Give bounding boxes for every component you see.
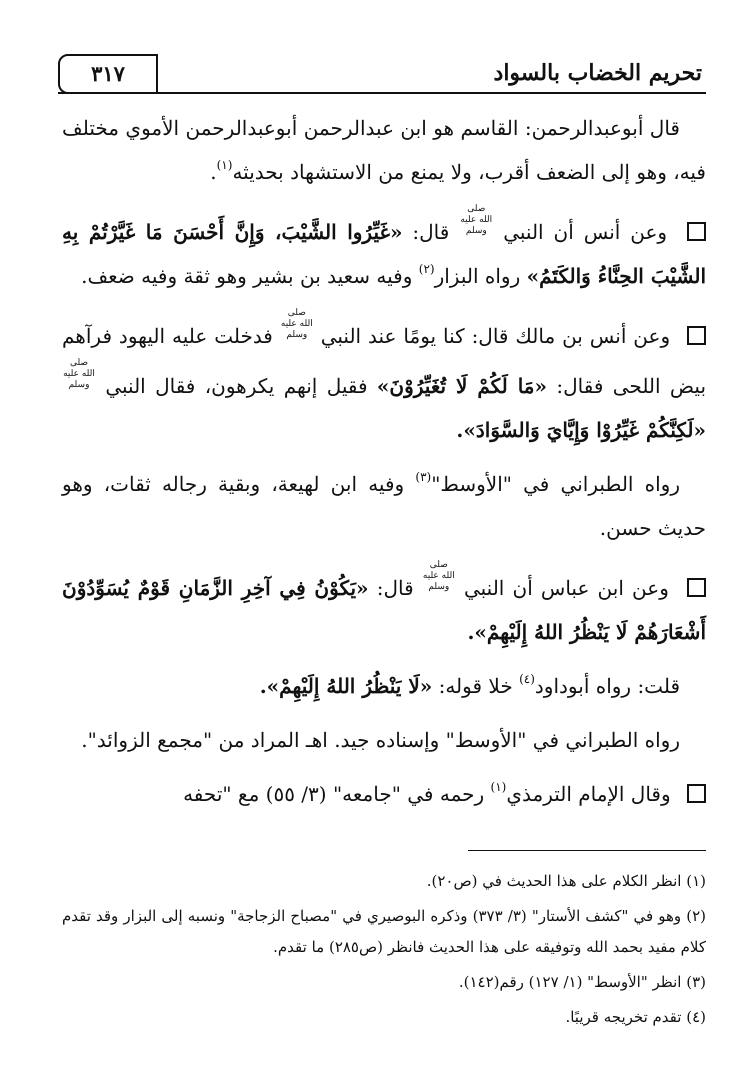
paragraph-end: . xyxy=(210,160,217,184)
footnote-2: (٢) وهو في "كشف الأستار" (٣/ ٣٧٣) وذكره البوصيري في "مصباح الزجاجة" ونسبه إلى البزار وقد تقدم كلام مفيد بحمد الله وتوفيقه على هذا الحديث فانظر (ص٢٨٥) ما تقدم. xyxy=(62,907,707,956)
square-bullet-icon xyxy=(687,784,706,803)
footnotes xyxy=(62,862,706,1037)
salutation-glyph-icon: صلى الله عليه وسلم xyxy=(63,358,95,390)
main-text xyxy=(62,106,706,826)
footnote-4: (٤) تقدم تخريجه قريبًا. xyxy=(565,1008,706,1026)
hadith-quote: «لَا يَنْظُرُ اللهُ إِلَيْهِمْ». xyxy=(259,674,433,698)
paragraph-text: قال: xyxy=(376,576,414,600)
paragraph-text: وفيه ابن لهيعة، وبقية رجاله ثقات، وهو حديث حسن. xyxy=(62,472,706,540)
hadith-quote: «غَيِّرُوا الشَّيْبَ، وَإِنَّ أَحْسَنَ مَا غَيَّرْتُمْ بِهِ الشَّيْبَ الحِنَّاءُ وَالكَتَمُ» xyxy=(62,220,706,288)
hadith-quote: «مَا لَكُمْ لَا تُغَيِّرُوْنَ» xyxy=(376,374,548,398)
paragraph-text: وفيه سعيد بن بشير وهو ثقة وفيه ضعف. xyxy=(81,264,413,288)
paragraph-text: وعن أنس أن النبي xyxy=(503,220,668,244)
paragraph-text: رواه الطبراني في "الأوسط" xyxy=(431,472,680,496)
paragraph-5 xyxy=(62,560,706,654)
paragraph-text: رحمه في "جامعه" (٣/ ٥٥) مع "تحفه xyxy=(183,782,485,806)
paragraph-6 xyxy=(62,664,706,708)
paragraph-text: وقال الإمام الترمذي xyxy=(506,782,671,806)
paragraph-8 xyxy=(62,772,706,816)
paragraph-text: خلا قوله: xyxy=(438,674,513,698)
footnote-3: (٣) انظر "الأوسط" (١/ ١٢٧) رقم(١٤٢). xyxy=(458,973,706,991)
square-bullet-icon xyxy=(687,578,706,597)
hadith-quote: «لَكِنَّكُمْ غَيِّرُوْا وَإِيَّايَ وَالسَّوَادَ». xyxy=(456,418,706,442)
hadith-quote: «يَكُوْنُ فِي آخِرِ الزَّمَانِ قَوْمٌ يُسَوِّدُوْنَ أَشْعَارَهُمْ لَا يَنْظُرُ اللهُ إِلَيْهِمْ». xyxy=(62,576,706,644)
footnote-ref: (٣) xyxy=(415,470,432,484)
footnote-ref: (٢) xyxy=(418,262,435,276)
footnote-divider xyxy=(468,850,706,851)
square-bullet-icon xyxy=(687,222,706,241)
paragraph-text: فدخلت عليه اليهود فرآهم بيض اللحى فقال: xyxy=(62,324,707,398)
paragraph-3 xyxy=(62,308,706,452)
paragraph-2 xyxy=(62,204,706,298)
running-title: تحريم الخضاب بالسواد xyxy=(493,60,702,86)
paragraph-text: رواه البزار xyxy=(434,264,521,288)
salutation-glyph-icon: صلى الله عليه وسلم xyxy=(422,560,455,592)
paragraph-text: وعن ابن عباس أن النبي xyxy=(463,576,669,600)
paragraph-text: فقيل إنهم يكرهون، فقال النبي xyxy=(105,374,368,398)
footnote-ref: (٤) xyxy=(519,672,535,686)
salutation-glyph-icon: صلى الله عليه وسلم xyxy=(460,204,493,236)
paragraph-text: رواه الطبراني في "الأوسط" وإسناده جيد. اهـ المراد من "مجمع الزوائد". xyxy=(81,728,680,752)
square-bullet-icon xyxy=(687,326,706,345)
page-header xyxy=(58,52,706,94)
footnote-1: (١) انظر الكلام على هذا الحديث في (ص٢٠). xyxy=(426,872,706,890)
salutation-glyph-icon: صلى الله عليه وسلم xyxy=(280,308,313,340)
paragraph-1 xyxy=(62,106,706,194)
footnote-ref: (١) xyxy=(216,158,233,172)
paragraph-text: قال: xyxy=(412,220,450,244)
paragraph-4 xyxy=(62,462,706,550)
footnote-ref: (١) xyxy=(490,780,507,794)
page-number: ٣١٧ xyxy=(58,54,158,94)
paragraph-7 xyxy=(62,718,706,762)
paragraph-text: قال أبوعبدالرحمن: القاسم هو ابن عبدالرحمن أبوعبدالرحمن الأموي مختلف فيه، وهو إلى الضعف أقرب، ولا يمنع من الاستشهاد بحديثه xyxy=(62,116,706,184)
paragraph-text: وعن أنس بن مالك قال: كنا يومًا عند النبي xyxy=(320,324,671,348)
paragraph-text: قلت: رواه أبوداود xyxy=(534,674,680,698)
